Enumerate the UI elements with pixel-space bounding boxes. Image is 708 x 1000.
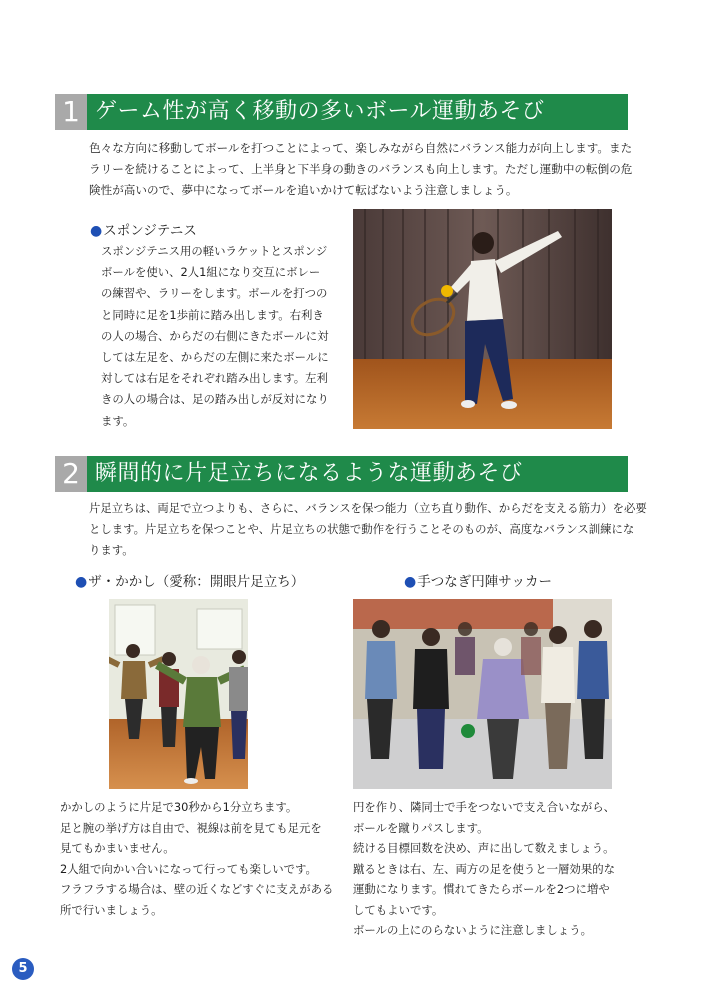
section-1-intro-line: ラリーを続けることによって、上半身と下半身の動きのバランスも向上します。ただし運動中の転倒の危	[89, 162, 633, 176]
text-line: 足と腕の挙げ方は自由で、視線は前を見ても足元を	[60, 820, 322, 835]
sponge-tennis-title: スポンジテニス	[103, 223, 197, 239]
sponge-tennis-photo	[353, 209, 612, 429]
circle-soccer-heading	[404, 573, 552, 591]
text-line: 続ける目標回数を決め、声に出して数えましょう。	[353, 841, 615, 855]
text-line: 円を作り、隣同士で手をつないで支え合いながら、	[353, 800, 615, 814]
text-line: ボールを使い、2人1組になり交互にボレー	[101, 265, 321, 280]
text-line: ボールを蹴りパスします。	[353, 820, 489, 835]
text-line: の人の場合、からだの右側にきたボールに対	[101, 328, 329, 343]
text-line: 運動になります。慣れてきたらボールを2つに増や	[353, 882, 610, 896]
text-line: 2人組で向かい合いになって行っても楽しいです。	[60, 861, 317, 876]
section-2-title: 瞬間的に片足立ちになるような運動あそび	[87, 456, 628, 492]
section-2-number: 2	[55, 456, 87, 492]
kakashi-photo	[109, 599, 248, 789]
bullet-dot-icon: ●	[404, 574, 417, 590]
text-line: 見てもかまいません。	[60, 841, 175, 855]
section-1-intro	[89, 138, 632, 201]
section-2-intro-line: とします。片足立ちを保つことや、片足立ちの状態で動作を行うことそのものが、高度なバランス訓練にな	[89, 522, 635, 536]
text-line: きの人の場合は、足の踏み出しが反対になり	[101, 392, 329, 407]
section-1-header	[55, 94, 628, 130]
text-line: と同時に足を1歩前に踏み出します。右利き	[101, 307, 324, 322]
circle-soccer-text	[353, 797, 615, 941]
text-line: してもよいです。	[353, 902, 444, 917]
text-line: 対しては右足をそれぞれ踏み出します。左利	[101, 371, 328, 386]
sponge-tennis-text	[101, 241, 329, 432]
section-1-intro-line: 色々な方向に移動してボールを打つことによって、楽しみながら自然にバランス能力が向上します。また	[89, 141, 633, 155]
section-2-intro-line: ります。	[89, 543, 134, 557]
circle-soccer-title: 手つなぎ円陣サッカー	[417, 574, 552, 590]
sponge-tennis-heading	[90, 222, 197, 240]
kakashi-title: ザ・かかし（愛称：開眼片足立ち）	[88, 574, 305, 590]
section-1-intro-line: 険性が高いので、夢中になってボールを追いかけて転ばないよう注意しましょう。	[89, 183, 518, 197]
section-1-number: 1	[55, 94, 87, 130]
bullet-dot-icon: ●	[90, 223, 103, 239]
section-2-intro	[89, 498, 647, 561]
text-line: ボールの上にのらないように注意しましょう。	[353, 923, 592, 937]
text-line: フラフラする場合は、壁の近くなどすぐに支えがある	[60, 882, 334, 896]
page-number-badge: 5	[12, 958, 34, 980]
text-line: ます。	[101, 413, 135, 428]
text-line: しては左足を、からだの左側に来たボールに	[101, 350, 329, 365]
text-line: 所で行いましょう。	[60, 902, 163, 917]
text-line: スポンジテニス用の軽いラケットとスポンジ	[101, 244, 328, 258]
kakashi-text	[60, 797, 333, 920]
section-2-header	[55, 456, 628, 492]
text-line: 蹴るときは右、左、両方の足を使うと一層効果的な	[353, 861, 615, 876]
circle-soccer-photo	[353, 599, 612, 789]
section-2-intro-line: 片足立ちは、両足で立つよりも、さらに、バランスを保つ能力（立ち直り動作、からだを支える筋力）を必要	[89, 501, 647, 515]
text-line: かかしのように片足で30秒から1分立ちます。	[60, 800, 298, 814]
bullet-dot-icon: ●	[75, 574, 88, 590]
text-line: の練習や、ラリーをします。ボールを打つの	[101, 286, 328, 301]
kakashi-heading	[75, 573, 304, 591]
section-1-title: ゲーム性が高く移動の多いボール運動あそび	[87, 94, 628, 130]
